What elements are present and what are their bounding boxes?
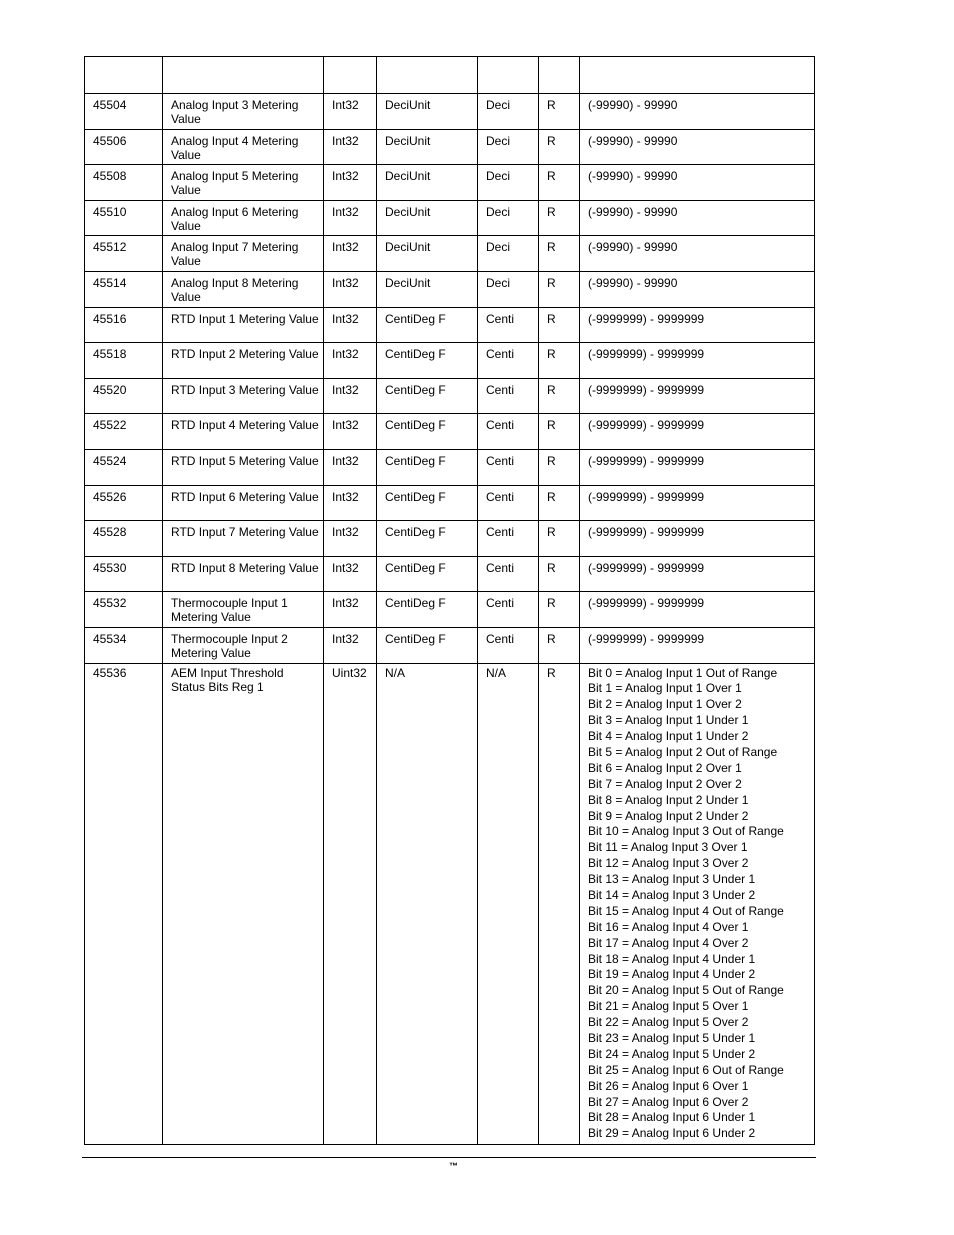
cell-register: 45508 xyxy=(85,165,163,201)
bit-definition: Bit 5 = Analog Input 2 Out of Range xyxy=(588,744,778,759)
cell-description: Analog Input 5 Metering Value xyxy=(163,165,324,201)
cell-type: Int32 xyxy=(324,449,377,485)
bit-definition: Bit 17 = Analog Input 4 Over 2 xyxy=(588,935,749,950)
table-row xyxy=(85,414,815,450)
cell-units: N/A xyxy=(377,663,478,1145)
bit-definition: Bit 25 = Analog Input 6 Out of Range xyxy=(588,1062,784,1077)
cell-range: (-99990) - 99990 xyxy=(580,94,815,130)
cell-units: DeciUnit xyxy=(377,271,478,307)
cell-register: 45532 xyxy=(85,592,163,628)
header-cell-access xyxy=(539,57,580,94)
cell-register: 45520 xyxy=(85,378,163,414)
cell-range: (-99990) - 99990 xyxy=(580,129,815,165)
cell-access: R xyxy=(539,414,580,450)
cell-register: 45516 xyxy=(85,307,163,343)
bit-definition: Bit 29 = Analog Input 6 Under 2 xyxy=(588,1126,756,1141)
cell-scale: Deci xyxy=(478,236,539,272)
cell-units: DeciUnit xyxy=(377,200,478,236)
cell-type: Int32 xyxy=(324,485,377,521)
cell-scale: Deci xyxy=(478,129,539,165)
cell-register: 45534 xyxy=(85,627,163,663)
bit-definition: Bit 28 = Analog Input 6 Under 1 xyxy=(588,1110,756,1125)
cell-description: RTD Input 8 Metering Value xyxy=(163,556,324,592)
cell-type: Int32 xyxy=(324,236,377,272)
cell-description: Analog Input 7 Metering Value xyxy=(163,236,324,272)
cell-description: Analog Input 8 Metering Value xyxy=(163,271,324,307)
header-cell-units xyxy=(377,57,478,94)
cell-scale: Centi xyxy=(478,627,539,663)
cell-description: Analog Input 4 Metering Value xyxy=(163,129,324,165)
cell-register: 45512 xyxy=(85,236,163,272)
cell-scale: Centi xyxy=(478,378,539,414)
bit-definition: Bit 6 = Analog Input 2 Over 1 xyxy=(588,760,742,775)
table-row xyxy=(85,94,815,130)
cell-type: Int32 xyxy=(324,414,377,450)
bit-definition: Bit 1 = Analog Input 1 Over 1 xyxy=(588,681,742,696)
bit-definition: Bit 22 = Analog Input 5 Over 2 xyxy=(588,1015,749,1030)
cell-register: 45536 xyxy=(85,663,163,1145)
table-body xyxy=(85,94,815,1145)
bit-definition: Bit 27 = Analog Input 6 Over 2 xyxy=(588,1094,749,1109)
cell-units: CentiDeg F xyxy=(377,378,478,414)
cell-access: R xyxy=(539,449,580,485)
cell-type: Int32 xyxy=(324,556,377,592)
cell-units: DeciUnit xyxy=(377,165,478,201)
header-cell-type xyxy=(324,57,377,94)
cell-type: Int32 xyxy=(324,165,377,201)
cell-type: Int32 xyxy=(324,94,377,130)
table-row xyxy=(85,129,815,165)
cell-access: R xyxy=(539,307,580,343)
bit-definition: Bit 10 = Analog Input 3 Out of Range xyxy=(588,824,784,839)
cell-type: Int32 xyxy=(324,129,377,165)
cell-access: R xyxy=(539,129,580,165)
cell-access: R xyxy=(539,627,580,663)
bit-definition: Bit 19 = Analog Input 4 Under 2 xyxy=(588,967,756,982)
cell-scale: N/A xyxy=(478,663,539,1145)
cell-scale: Centi xyxy=(478,449,539,485)
cell-access: R xyxy=(539,271,580,307)
cell-register: 45506 xyxy=(85,129,163,165)
table-row xyxy=(85,200,815,236)
cell-register: 45514 xyxy=(85,271,163,307)
cell-type: Int32 xyxy=(324,521,377,557)
cell-register: 45522 xyxy=(85,414,163,450)
bit-definition: Bit 15 = Analog Input 4 Out of Range xyxy=(588,903,784,918)
cell-scale: Centi xyxy=(478,556,539,592)
cell-units: CentiDeg F xyxy=(377,414,478,450)
bit-definition: Bit 7 = Analog Input 2 Over 2 xyxy=(588,776,742,791)
cell-units: DeciUnit xyxy=(377,129,478,165)
table-row xyxy=(85,449,815,485)
bit-definition: Bit 18 = Analog Input 4 Under 1 xyxy=(588,951,756,966)
cell-description: Thermocouple Input 2 Metering Value xyxy=(163,627,324,663)
cell-range: (-9999999) - 9999999 xyxy=(580,592,815,628)
table-row-bits xyxy=(85,663,815,1145)
cell-range: (-9999999) - 9999999 xyxy=(580,343,815,379)
table-row xyxy=(85,165,815,201)
table-row xyxy=(85,271,815,307)
bit-definition: Bit 20 = Analog Input 5 Out of Range xyxy=(588,983,784,998)
cell-type: Int32 xyxy=(324,627,377,663)
table-row xyxy=(85,556,815,592)
cell-type: Int32 xyxy=(324,378,377,414)
cell-bit-definitions xyxy=(580,663,815,1145)
cell-scale: Centi xyxy=(478,307,539,343)
table-row xyxy=(85,378,815,414)
cell-scale: Deci xyxy=(478,200,539,236)
footer-rule xyxy=(82,1157,816,1158)
cell-units: CentiDeg F xyxy=(377,627,478,663)
bit-definition: Bit 24 = Analog Input 5 Under 2 xyxy=(588,1046,756,1061)
cell-range: (-99990) - 99990 xyxy=(580,200,815,236)
cell-description: RTD Input 2 Metering Value xyxy=(163,343,324,379)
cell-description: RTD Input 6 Metering Value xyxy=(163,485,324,521)
bit-definition: Bit 8 = Analog Input 2 Under 1 xyxy=(588,792,749,807)
table-row xyxy=(85,485,815,521)
bit-definition: Bit 4 = Analog Input 1 Under 2 xyxy=(588,729,749,744)
cell-access: R xyxy=(539,592,580,628)
cell-units: DeciUnit xyxy=(377,94,478,130)
cell-range: (-9999999) - 9999999 xyxy=(580,414,815,450)
cell-range: (-9999999) - 9999999 xyxy=(580,378,815,414)
cell-access: R xyxy=(539,236,580,272)
header-cell-description xyxy=(163,57,324,94)
cell-range: (-9999999) - 9999999 xyxy=(580,485,815,521)
cell-scale: Deci xyxy=(478,165,539,201)
bit-definition: Bit 3 = Analog Input 1 Under 1 xyxy=(588,713,749,728)
trademark-symbol: ™ xyxy=(449,1161,458,1171)
cell-type: Int32 xyxy=(324,343,377,379)
cell-units: CentiDeg F xyxy=(377,556,478,592)
cell-scale: Centi xyxy=(478,414,539,450)
cell-type: Uint32 xyxy=(324,663,377,1145)
bit-definition: Bit 12 = Analog Input 3 Over 2 xyxy=(588,856,749,871)
cell-range: (-9999999) - 9999999 xyxy=(580,307,815,343)
header-cell-scale xyxy=(478,57,539,94)
cell-scale: Deci xyxy=(478,94,539,130)
cell-type: Int32 xyxy=(324,200,377,236)
cell-range: (-9999999) - 9999999 xyxy=(580,521,815,557)
table-row xyxy=(85,236,815,272)
register-table xyxy=(84,56,815,1145)
cell-range: (-9999999) - 9999999 xyxy=(580,449,815,485)
cell-register: 45518 xyxy=(85,343,163,379)
header-cell-register xyxy=(85,57,163,94)
cell-register: 45528 xyxy=(85,521,163,557)
header-cell-range xyxy=(580,57,815,94)
bit-definition: Bit 2 = Analog Input 1 Over 2 xyxy=(588,697,742,712)
cell-access: R xyxy=(539,663,580,1145)
cell-access: R xyxy=(539,165,580,201)
cell-type: Int32 xyxy=(324,592,377,628)
table-row xyxy=(85,307,815,343)
cell-units: DeciUnit xyxy=(377,236,478,272)
cell-scale: Centi xyxy=(478,592,539,628)
cell-units: CentiDeg F xyxy=(377,449,478,485)
cell-units: CentiDeg F xyxy=(377,485,478,521)
bit-definition: Bit 11 = Analog Input 3 Over 1 xyxy=(588,840,748,855)
cell-description: RTD Input 7 Metering Value xyxy=(163,521,324,557)
cell-range: (-99990) - 99990 xyxy=(580,165,815,201)
cell-register: 45526 xyxy=(85,485,163,521)
cell-description: RTD Input 3 Metering Value xyxy=(163,378,324,414)
cell-access: R xyxy=(539,378,580,414)
cell-description: Thermocouple Input 1 Metering Value xyxy=(163,592,324,628)
cell-register: 45524 xyxy=(85,449,163,485)
table-row xyxy=(85,521,815,557)
cell-register: 45510 xyxy=(85,200,163,236)
cell-access: R xyxy=(539,521,580,557)
cell-register: 45530 xyxy=(85,556,163,592)
cell-type: Int32 xyxy=(324,307,377,343)
cell-units: CentiDeg F xyxy=(377,307,478,343)
cell-access: R xyxy=(539,94,580,130)
cell-range: (-9999999) - 9999999 xyxy=(580,627,815,663)
cell-scale: Deci xyxy=(478,271,539,307)
cell-range: (-99990) - 99990 xyxy=(580,236,815,272)
cell-register: 45504 xyxy=(85,94,163,130)
cell-description: RTD Input 1 Metering Value xyxy=(163,307,324,343)
bit-definition: Bit 14 = Analog Input 3 Under 2 xyxy=(588,887,756,902)
table-row xyxy=(85,343,815,379)
bit-definition: Bit 26 = Analog Input 6 Over 1 xyxy=(588,1078,749,1093)
cell-description: Analog Input 6 Metering Value xyxy=(163,200,324,236)
header-row xyxy=(85,57,815,94)
bit-definition: Bit 13 = Analog Input 3 Under 1 xyxy=(588,872,756,887)
cell-description: RTD Input 4 Metering Value xyxy=(163,414,324,450)
cell-access: R xyxy=(539,485,580,521)
bit-definition: Bit 0 = Analog Input 1 Out of Range xyxy=(588,665,778,680)
bit-definition: Bit 9 = Analog Input 2 Under 2 xyxy=(588,808,749,823)
cell-range: (-9999999) - 9999999 xyxy=(580,556,815,592)
cell-units: CentiDeg F xyxy=(377,343,478,379)
table-row xyxy=(85,592,815,628)
cell-scale: Centi xyxy=(478,343,539,379)
cell-description: AEM Input Threshold Status Bits Reg 1 xyxy=(163,663,324,1145)
cell-description: RTD Input 5 Metering Value xyxy=(163,449,324,485)
cell-access: R xyxy=(539,200,580,236)
bit-definition: Bit 23 = Analog Input 5 Under 1 xyxy=(588,1030,756,1045)
cell-access: R xyxy=(539,343,580,379)
cell-description: Analog Input 3 Metering Value xyxy=(163,94,324,130)
table-row xyxy=(85,627,815,663)
cell-type: Int32 xyxy=(324,271,377,307)
cell-units: CentiDeg F xyxy=(377,521,478,557)
cell-scale: Centi xyxy=(478,521,539,557)
cell-range: (-99990) - 99990 xyxy=(580,271,815,307)
bit-definition: Bit 21 = Analog Input 5 Over 1 xyxy=(588,999,749,1014)
cell-units: CentiDeg F xyxy=(377,592,478,628)
cell-access: R xyxy=(539,556,580,592)
bit-definition: Bit 16 = Analog Input 4 Over 1 xyxy=(588,919,749,934)
cell-scale: Centi xyxy=(478,485,539,521)
